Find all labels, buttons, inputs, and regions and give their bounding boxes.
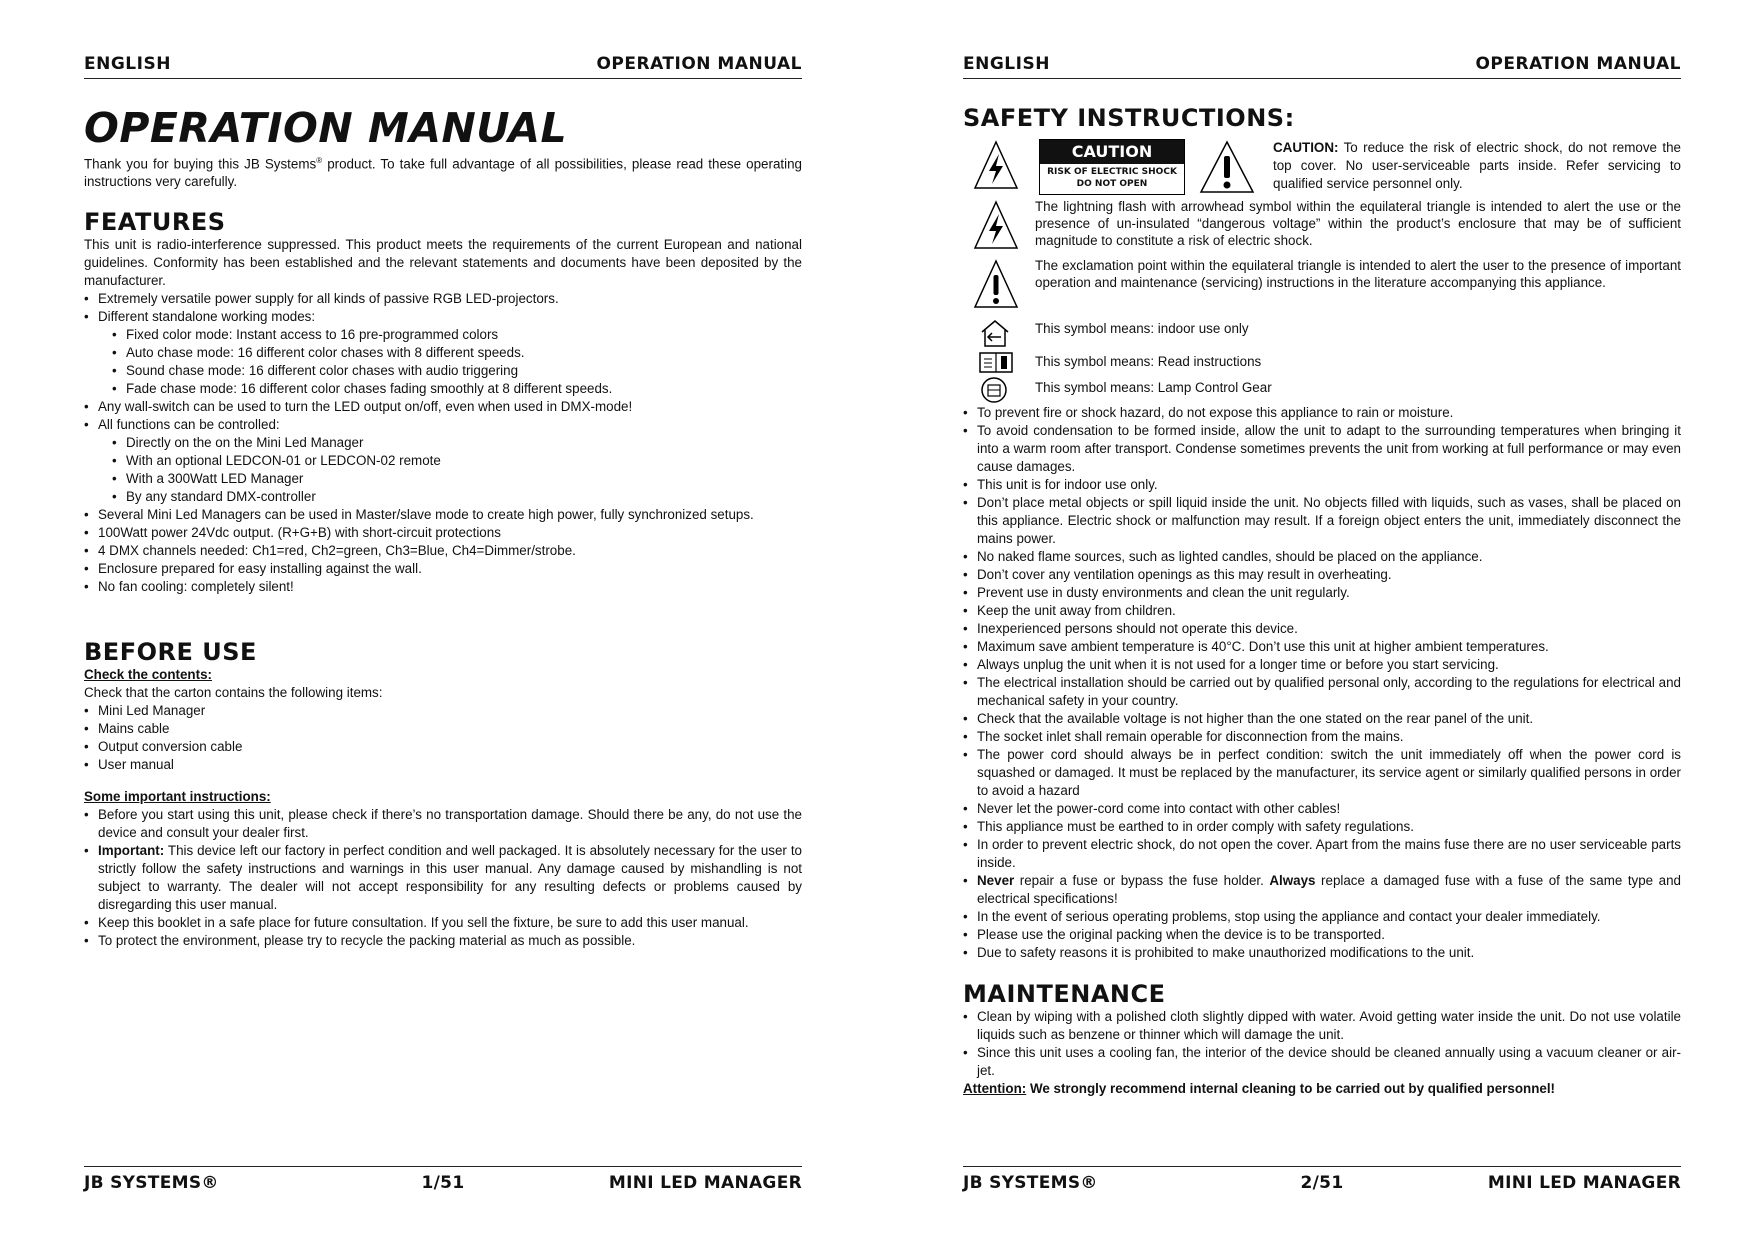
list-item: • Fade chase mode: 16 different color chases fading smoothly at 8 different speeds. bbox=[112, 380, 802, 398]
read-symbol-text: This symbol means: Read instructions bbox=[1035, 354, 1262, 369]
lightning-warning-icon bbox=[973, 200, 1019, 250]
maintenance-heading: MAINTENANCE bbox=[963, 980, 1166, 1008]
check-contents-text: Check that the carton contains the following items: bbox=[84, 685, 383, 700]
lightning-symbol-row bbox=[973, 198, 1681, 252]
footer-brand: JB SYSTEMS® bbox=[963, 1173, 1098, 1193]
list-item: • Check that the available voltage is not higher than the one stated on the rear panel of the unit. bbox=[963, 710, 1681, 728]
features-section bbox=[84, 208, 802, 596]
page-right bbox=[963, 0, 1681, 1240]
list-item: • Auto chase mode: 16 different color chases with 8 different speeds. bbox=[112, 344, 802, 362]
list-item: • All functions can be controlled: bbox=[84, 416, 802, 434]
features-list bbox=[84, 398, 802, 434]
list-item: • With an optional LEDCON-01 or LEDCON-02 remote bbox=[112, 452, 802, 470]
list-item: • Inexperienced persons should not operate this device. bbox=[963, 620, 1681, 638]
safety-list bbox=[963, 404, 1681, 962]
page-header bbox=[963, 54, 1681, 79]
list-item: • This appliance must be earthed to in order comply with safety regulations. bbox=[963, 818, 1681, 836]
list-item: • Since this unit uses a cooling fan, the interior of the device should be cleaned annually using a vacuum cleaner or air-jet. bbox=[963, 1044, 1681, 1080]
list-item: • Output conversion cable bbox=[84, 738, 802, 756]
list-item: • Always unplug the unit when it is not used for a longer time or before you start servicing. bbox=[963, 656, 1681, 674]
indoor-use-icon bbox=[979, 318, 1011, 348]
list-item: • Never repair a fuse or bypass the fuse holder. Always replace a damaged fuse with a fuse of the same type and electrical specifications! bbox=[963, 872, 1681, 908]
lightning-warning-icon bbox=[973, 140, 1019, 190]
list-item: • Directly on the on the Mini Led Manager bbox=[112, 434, 802, 452]
list-item: • Maximum save ambient temperature is 40°C. Don’t use this unit at higher ambient temperatures. bbox=[963, 638, 1681, 656]
list-item: • Please use the original packing when the device is to be transported. bbox=[963, 926, 1681, 944]
page-left bbox=[84, 0, 802, 1240]
page-footer bbox=[84, 1166, 802, 1193]
modes-list bbox=[84, 326, 802, 398]
list-item: • Keep the unit away from children. bbox=[963, 602, 1681, 620]
list-item: • Different standalone working modes: bbox=[84, 308, 802, 326]
safety-heading: SAFETY INSTRUCTIONS: bbox=[963, 104, 1295, 132]
indoor-symbol-text: This symbol means: indoor use only bbox=[1035, 321, 1249, 336]
intro-section bbox=[84, 152, 802, 191]
features-list bbox=[84, 506, 802, 596]
list-item: • The power cord should always be in perfect condition: switch the unit immediately off when the power cord is squashed or damaged. It must be replaced by the manufacturer, its service agent or similarly qualified persons in order to avoid a hazard bbox=[963, 746, 1681, 800]
exclamation-warning-icon bbox=[1199, 140, 1255, 194]
read-instructions-icon bbox=[979, 350, 1013, 374]
list-item: • Due to safety reasons it is prohibited to make unauthorized modifications to the unit. bbox=[963, 944, 1681, 962]
footer-page-number: 1/51 bbox=[421, 1173, 465, 1193]
list-item: • No naked flame sources, such as lighted candles, should be placed on the appliance. bbox=[963, 548, 1681, 566]
safety-list-section bbox=[963, 404, 1681, 962]
list-item: • Don’t place metal objects or spill liquid inside the unit. No objects filled with liquids, such as vases, shall be placed on this appliance. Electric shock or malfunction may result. If a foreign object enters the unit, immediately disconnect the mains power. bbox=[963, 494, 1681, 548]
list-item: • Mini Led Manager bbox=[84, 702, 802, 720]
lightning-symbol-text: The lightning flash with arrowhead symbol within the equilateral triangle is intended to alert the use or the presence of un-insulated “dangerous voltage” within the product’s enclosure that may be of sufficient magnitude to constitute a risk of electric shock. bbox=[1035, 199, 1681, 248]
list-item: • Clean by wiping with a polished cloth slightly dipped with water. Avoid getting water inside the unit. Do not use volatile liquids such as benzene or thinner which will damage the unit. bbox=[963, 1008, 1681, 1044]
list-item: • To prevent fire or shock hazard, do not expose this appliance to rain or moisture. bbox=[963, 404, 1681, 422]
list-item: • User manual bbox=[84, 756, 802, 774]
instructions-list bbox=[84, 806, 802, 950]
footer-page-number: 2/51 bbox=[1300, 1173, 1344, 1193]
list-item: • With a 300Watt LED Manager bbox=[112, 470, 802, 488]
list-item: • Keep this booklet in a safe place for future consultation. If you sell the fixture, be sure to add this user manual. bbox=[84, 914, 802, 932]
contents-list bbox=[84, 702, 802, 774]
header-manual-title: OPERATION MANUAL bbox=[596, 54, 802, 74]
list-item: • Sound chase mode: 16 different color chases with audio triggering bbox=[112, 362, 802, 380]
caution-sublabel: RISK OF ELECTRIC SHOCK DO NOT OPEN bbox=[1047, 167, 1177, 189]
maintenance-list bbox=[963, 1008, 1681, 1080]
list-item: • Any wall-switch can be used to turn the LED output on/off, even when used in DMX-mode! bbox=[84, 398, 802, 416]
header-language: ENGLISH bbox=[84, 54, 171, 74]
important-instructions-label: Some important instructions: bbox=[84, 789, 271, 804]
intro-paragraph: Thank you for buying this JB Systems® product. To take full advantage of all possibilities, please read these operating instructions very carefully. bbox=[84, 156, 802, 190]
features-heading: FEATURES bbox=[84, 208, 226, 236]
read-symbol-row bbox=[973, 350, 1681, 374]
caution-label: CAUTION bbox=[1040, 140, 1184, 164]
lamp-control-gear-icon bbox=[979, 376, 1009, 404]
list-item: • In order to prevent electric shock, do not open the cover. Apart from the mains fuse there are no user serviceable parts inside. bbox=[963, 836, 1681, 872]
before-use-section bbox=[84, 638, 802, 950]
controls-list bbox=[84, 434, 802, 506]
header-language: ENGLISH bbox=[963, 54, 1050, 74]
list-item: • 4 DMX channels needed: Ch1=red, Ch2=green, Ch3=Blue, Ch4=Dimmer/strobe. bbox=[84, 542, 802, 560]
footer-brand: JB SYSTEMS® bbox=[84, 1173, 219, 1193]
list-item: • In the event of serious operating problems, stop using the appliance and contact your dealer immediately. bbox=[963, 908, 1681, 926]
list-item: • Fixed color mode: Instant access to 16 pre-programmed colors bbox=[112, 326, 802, 344]
list-item: • Never let the power-cord come into contact with other cables! bbox=[963, 800, 1681, 818]
footer-product: MINI LED MANAGER bbox=[608, 1173, 802, 1193]
footer-product: MINI LED MANAGER bbox=[1487, 1173, 1681, 1193]
before-use-heading: BEFORE USE bbox=[84, 638, 257, 666]
list-item: • Extremely versatile power supply for all kinds of passive RGB LED-projectors. bbox=[84, 290, 802, 308]
features-intro: This unit is radio-interference suppressed. This product meets the requirements of the current European and national guidelines. Conformity has been established and the relevant statements and documents have been deposited by the manufacturer. bbox=[84, 237, 802, 288]
list-item: • The electrical installation should be carried out by qualified personal only, according to the regulations for electrical and mechanical safety in your country. bbox=[963, 674, 1681, 710]
document-title: OPERATION MANUAL bbox=[84, 104, 568, 152]
list-item: • Enclosure prepared for easy installing against the wall. bbox=[84, 560, 802, 578]
caution-block bbox=[973, 138, 1681, 198]
list-item: • Don’t cover any ventilation openings as this may result in overheating. bbox=[963, 566, 1681, 584]
list-item: • Several Mini Led Managers can be used in Master/slave mode to create high power, fully synchronized setups. bbox=[84, 506, 802, 524]
list-item: • Important: This device left our factory in perfect condition and well packaged. It is absolutely necessary for the user to strictly follow the safety instructions and warnings in this user manual. Any damage caused by mishandling is not subject to warranty. The dealer will not accept responsibility for any resulting defects or problems caused by disregarding this user manual. bbox=[84, 842, 802, 914]
list-item: • Mains cable bbox=[84, 720, 802, 738]
list-item: • This unit is for indoor use only. bbox=[963, 476, 1681, 494]
lamp-symbol-text: This symbol means: Lamp Control Gear bbox=[1035, 380, 1272, 395]
lamp-symbol-row bbox=[973, 376, 1681, 402]
page-header bbox=[84, 54, 802, 79]
list-item: • To avoid condensation to be formed inside, allow the unit to adapt to the surrounding temperatures when bringing it into a warm room after transport. Condense sometimes prevents the unit from working at full performance or may even cause damages. bbox=[963, 422, 1681, 476]
caution-text: CAUTION: To reduce the risk of electric shock, do not remove the top cover. No user-serviceable parts inside. Refer servicing to qualified service personnel only. bbox=[1273, 140, 1681, 191]
list-item: • Before you start using this unit, please check if there’s no transportation damage. Should there be any, do not use the device and consult your dealer first. bbox=[84, 806, 802, 842]
list-item: • Prevent use in dusty environments and clean the unit regularly. bbox=[963, 584, 1681, 602]
caution-label-box bbox=[1039, 139, 1185, 195]
header-manual-title: OPERATION MANUAL bbox=[1475, 54, 1681, 74]
exclamation-symbol-row bbox=[973, 257, 1681, 311]
list-item: • By any standard DMX-controller bbox=[112, 488, 802, 506]
attention-note: Attention: We strongly recommend internal cleaning to be carried out by qualified personnel! bbox=[963, 1081, 1555, 1096]
maintenance-section bbox=[963, 980, 1681, 1098]
features-list bbox=[84, 290, 802, 326]
exclamation-warning-icon bbox=[973, 259, 1019, 309]
list-item: • To protect the environment, please try to recycle the packing material as much as possible. bbox=[84, 932, 802, 950]
list-item: • 100Watt power 24Vdc output. (R+G+B) with short-circuit protections bbox=[84, 524, 802, 542]
check-contents-label: Check the contents: bbox=[84, 667, 212, 682]
exclamation-symbol-text: The exclamation point within the equilateral triangle is intended to alert the user to the presence of important operation and maintenance (servicing) instructions in the literature accompanying this appliance. bbox=[1035, 258, 1681, 290]
indoor-symbol-row bbox=[973, 318, 1681, 346]
list-item: • The socket inlet shall remain operable for disconnection from the mains. bbox=[963, 728, 1681, 746]
list-item: • No fan cooling: completely silent! bbox=[84, 578, 802, 596]
page-footer bbox=[963, 1166, 1681, 1193]
